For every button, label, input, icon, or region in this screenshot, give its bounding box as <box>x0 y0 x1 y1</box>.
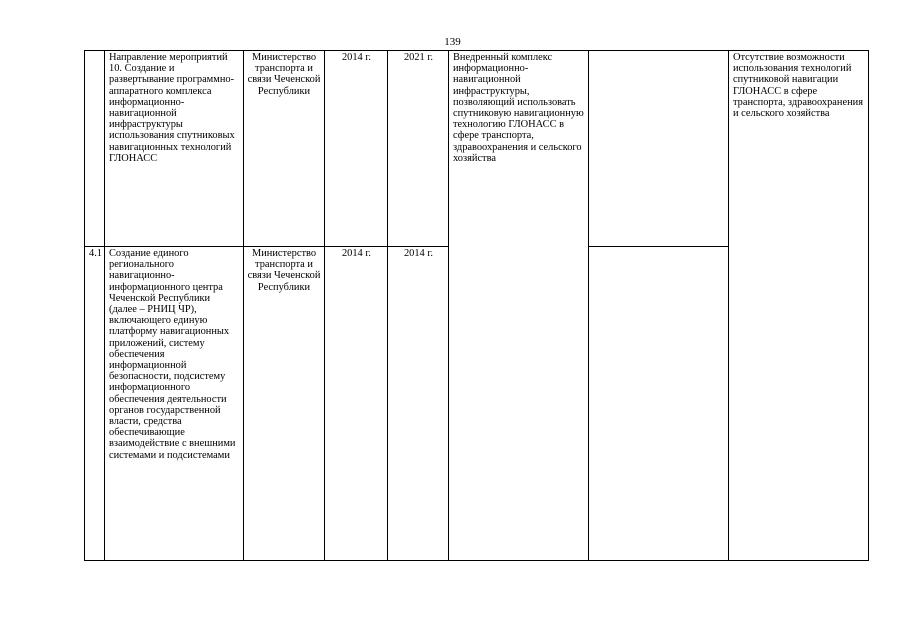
extra-cell <box>589 247 729 561</box>
measure-name: Направление мероприятий 10. Создание и развертывание программно-аппаратного комплекса информационно-навигационной инфраструктуры использования спутниковых навигационных технологий ГЛОНАСС <box>105 51 244 247</box>
executor: Министерство транспорта и связи Чеченской Республики <box>244 247 325 561</box>
end-year: 2021 г. <box>388 51 449 247</box>
expected-result: Внедренный комплекс информационно-навигационной инфраструктуры, позволяющий использовать спутниковую навигационную технологию ГЛОНАСС в сфере транспорта, здравоохранения и сельского хозяйства <box>449 51 589 561</box>
program-table <box>84 50 869 561</box>
executor: Министерство транспорта и связи Чеченской Республики <box>244 51 325 247</box>
table-row <box>85 51 869 247</box>
extra-cell <box>589 51 729 247</box>
page-number: 139 <box>444 36 461 48</box>
row-number: 4.1 <box>85 247 105 561</box>
row-number <box>85 51 105 247</box>
measure-name: Создание единого регионального навигационно-информационного центра Чеченской Республики (далее – РНИЦ ЧР), включающего единую платформу навигационных приложений, систему обеспечения информационной безопасности, подсистему информационного обеспечения деятельности органов государственной власти, средства обеспечивающие взаимодействие с внешними системами и подсистемами <box>105 247 244 561</box>
start-year: 2014 г. <box>325 51 388 247</box>
end-year: 2014 г. <box>388 247 449 561</box>
start-year: 2014 г. <box>325 247 388 561</box>
consequence: Отсутствие возможности использования технологий спутниковой навигации ГЛОНАСС в сфере транспорта, здравоохранения и сельского хозяйства <box>729 51 869 561</box>
